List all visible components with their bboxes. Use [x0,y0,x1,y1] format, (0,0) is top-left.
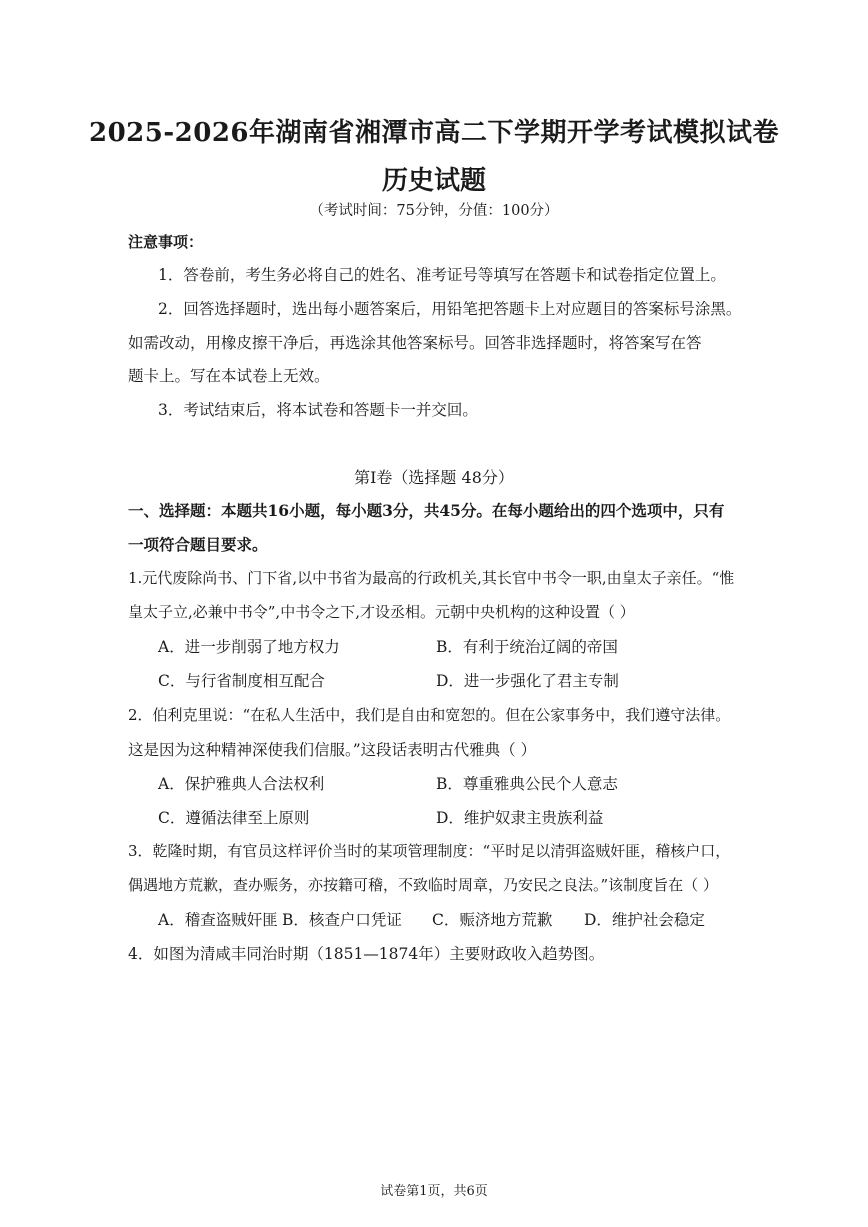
notes-heading: 注意事项： [128,233,204,251]
question-2-line-2: 这是因为这种精神深使我们信服。”这段话表明古代雅典（ ） [128,741,537,759]
note-item-3: 3．考试结束后，将本试卷和答题卡一并交回。 [158,401,478,419]
question-2-option-c: C．遵循法律至上原则 [158,809,310,827]
note-item-2-line-3: 题卡上。写在本试卷上无效。 [128,367,330,385]
section-instruction-line-1: 一、选择题：本题共16小题，每小题3分，共45分。在每小题给出的四个选项中，只有 [128,501,725,520]
question-2-option-b: B．尊重雅典公民个人意志 [436,775,618,793]
question-3-option-c: C．赈济地方荒歉 [432,911,553,929]
note-item-2-line-2: 如需改动，用橡皮擦干净后，再选涂其他答案标号。回答非选择题时，将答案写在答 [128,334,702,352]
question-1-option-a: A．进一步削弱了地方权力 [158,638,340,656]
note-item-2-line-1: 2．回答选择题时，选出每小题答案后，用铅笔把答题卡上对应题目的答案标号涂黑。 [158,300,742,318]
question-2-line-1: 2．伯利克里说：“在私人生活中，我们是自由和宽恕的。但在公家事务中，我们遵守法律。 [128,706,731,724]
question-3-option-d: D．维护社会稳定 [584,911,705,929]
question-3-line-1: 3．乾隆时期，有官员这样评价当时的某项管理制度：“平时足以清弭盗贼奸匪，稽核户口， [128,842,731,860]
question-3-line-2: 偶遇地方荒歉，查办赈务，亦按籍可稽，不致临时周章，乃安民之良法。”该制度旨在（ ） [128,876,718,894]
question-3-option-a: A．稽查盗贼奸匪 [158,911,278,929]
main-title: 2025-2026年湖南省湘潭市高二下学期开学考试模拟试卷 [88,118,780,148]
subject-title: 历史试题 [381,166,486,196]
question-1-line-2: 皇太子立,必兼中书令”,中书令之下,才设丞相。元朝中央机构的这种设置（ ） [128,603,635,621]
section-title: 第Ⅰ卷（选择题 48分） [354,468,514,487]
page-footer: 试卷第1页，共6页 [380,1184,488,1199]
exam-info: （考试时间：75分钟，分值：100分） [309,203,559,219]
question-2-option-a: A．保护雅典人合法权利 [158,775,325,793]
section-instruction-line-2: 一项符合题目要求。 [128,535,268,554]
question-1-option-d: D．进一步强化了君主专制 [436,672,619,690]
question-1-option-b: B．有利于统治辽阔的帝国 [436,638,618,656]
question-1-option-c: C．与行省制度相互配合 [158,672,325,690]
question-3-option-b: B．核查户口凭证 [282,911,402,929]
question-4-line-1: 4．如图为清咸丰同治时期（1851—1874年）主要财政收入趋势图。 [128,945,605,963]
question-2-option-d: D．维护奴隶主贵族利益 [436,809,604,827]
note-item-1: 1．答卷前，考生务必将自己的姓名、准考证号等填写在答题卡和试卷指定位置上。 [158,266,726,284]
question-1-line-1: 1.元代废除尚书、门下省,以中书省为最高的行政机关,其长官中书令一职,由皇太子亲任。“惟 [128,569,735,587]
